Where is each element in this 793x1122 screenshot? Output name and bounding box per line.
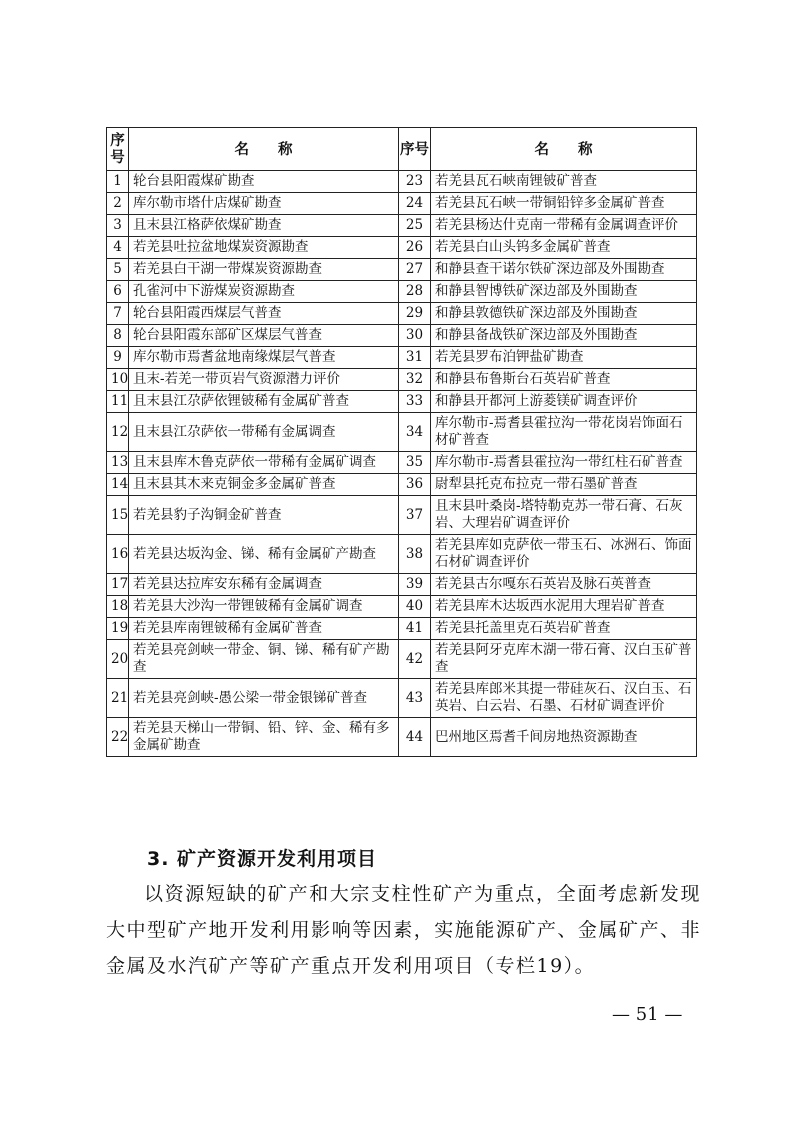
- project-name: 轮台县阳霞西煤层气普查: [129, 303, 399, 325]
- table-row: [107, 171, 697, 193]
- project-name: 若羌县瓦石峡南锂铍矿普查: [431, 171, 697, 193]
- row-number: 8: [107, 325, 129, 347]
- project-name: 且末县江格萨依煤矿勘查: [129, 215, 399, 237]
- project-name: 和静县备战铁矿深边部及外围勘查: [431, 325, 697, 347]
- row-number: 43: [399, 679, 431, 718]
- table-row: [107, 596, 697, 618]
- project-name: 和静县开都河上游菱镁矿调查评价: [431, 391, 697, 413]
- project-name: 且末县江尕萨依一带稀有金属调查: [129, 413, 399, 452]
- row-number: 38: [399, 535, 431, 574]
- table-row: [107, 679, 697, 718]
- project-name: 轮台县阳霞煤矿勘查: [129, 171, 399, 193]
- table-row: [107, 259, 697, 281]
- row-number: 7: [107, 303, 129, 325]
- row-number: 34: [399, 413, 431, 452]
- project-name: 若羌县亮剑峡一带金、铜、锑、稀有矿产勘查: [129, 640, 399, 679]
- table-row: [107, 215, 697, 237]
- table-row: [107, 347, 697, 369]
- row-number: 42: [399, 640, 431, 679]
- project-name: 若羌县托盖里克石英岩矿普查: [431, 618, 697, 640]
- table-row: [107, 535, 697, 574]
- row-number: 6: [107, 281, 129, 303]
- row-number: 44: [399, 718, 431, 757]
- table-row: [107, 574, 697, 596]
- row-number: 28: [399, 281, 431, 303]
- table-row: [107, 452, 697, 474]
- project-name: 若羌县库南锂铍稀有金属矿普查: [129, 618, 399, 640]
- row-number: 13: [107, 452, 129, 474]
- row-number: 10: [107, 369, 129, 391]
- row-number: 16: [107, 535, 129, 574]
- table-row: [107, 413, 697, 452]
- project-name: 若羌县白干湖一带煤炭资源勘查: [129, 259, 399, 281]
- table-row: [107, 281, 697, 303]
- project-name: 若羌县豹子沟铜金矿普查: [129, 496, 399, 535]
- table-row: [107, 496, 697, 535]
- row-number: 12: [107, 413, 129, 452]
- header-seq: 序号: [107, 128, 129, 171]
- row-number: 25: [399, 215, 431, 237]
- row-number: 2: [107, 193, 129, 215]
- row-number: 17: [107, 574, 129, 596]
- row-number: 1: [107, 171, 129, 193]
- project-name: 若羌县瓦石峡一带铜铅锌多金属矿普查: [431, 193, 697, 215]
- project-name: 且末县其木来克铜金多金属矿普查: [129, 474, 399, 496]
- row-number: 32: [399, 369, 431, 391]
- table-row: [107, 237, 697, 259]
- project-name: 和静县智博铁矿深边部及外围勘查: [431, 281, 697, 303]
- table-row: [107, 391, 697, 413]
- row-number: 5: [107, 259, 129, 281]
- row-number: 33: [399, 391, 431, 413]
- row-number: 31: [399, 347, 431, 369]
- row-number: 30: [399, 325, 431, 347]
- project-name: 尉犁县托克布拉克一带石墨矿普查: [431, 474, 697, 496]
- project-name: 若羌县达坂沟金、锑、稀有金属矿产勘查: [129, 535, 399, 574]
- row-number: 41: [399, 618, 431, 640]
- row-number: 21: [107, 679, 129, 718]
- row-number: 23: [399, 171, 431, 193]
- table-row: [107, 640, 697, 679]
- section-title: 3. 矿产资源开发利用项目: [147, 848, 378, 870]
- page-number: — 51 —: [612, 1004, 683, 1025]
- project-name: 且末县江尕萨依锂铍稀有金属矿普查: [129, 391, 399, 413]
- row-number: 37: [399, 496, 431, 535]
- row-number: 18: [107, 596, 129, 618]
- project-name: 若羌县库郎米其提一带硅灰石、汉白玉、石英岩、白云岩、石墨、石材矿调查评价: [431, 679, 697, 718]
- table-row: [107, 618, 697, 640]
- project-name: 若羌县吐拉盆地煤炭资源勘查: [129, 237, 399, 259]
- project-name: 轮台县阳霞东部矿区煤层气普查: [129, 325, 399, 347]
- project-name: 若羌县库木达坂西水泥用大理岩矿普查: [431, 596, 697, 618]
- project-name: 库尔勒市-焉耆县霍拉沟一带红柱石矿普查: [431, 452, 697, 474]
- project-name: 若羌县达拉库安东稀有金属调查: [129, 574, 399, 596]
- project-name: 和静县敦德铁矿深边部及外围勘查: [431, 303, 697, 325]
- table-row: [107, 718, 697, 757]
- table-row: [107, 193, 697, 215]
- row-number: 24: [399, 193, 431, 215]
- table-row: [107, 474, 697, 496]
- header-name-2: 名 称: [431, 128, 697, 171]
- row-number: 40: [399, 596, 431, 618]
- project-name: 和静县查干诺尔铁矿深边部及外围勘查: [431, 259, 697, 281]
- row-number: 29: [399, 303, 431, 325]
- project-name: 库尔勒市-焉耆县霍拉沟一带花岗岩饰面石材矿普查: [431, 413, 697, 452]
- row-number: 15: [107, 496, 129, 535]
- row-number: 3: [107, 215, 129, 237]
- project-name: 若羌县库如克萨依一带玉石、冰洲石、饰面石材矿调查评价: [431, 535, 697, 574]
- project-name: 若羌县亮剑峡-愚公梁一带金银锑矿普查: [129, 679, 399, 718]
- project-name: 若羌县古尔嘎东石英岩及脉石英普查: [431, 574, 697, 596]
- header-name: 名 称: [129, 128, 399, 171]
- table-row: [107, 303, 697, 325]
- table-header-row: [107, 128, 697, 171]
- row-number: 27: [399, 259, 431, 281]
- row-number: 26: [399, 237, 431, 259]
- row-number: 39: [399, 574, 431, 596]
- project-name: 若羌县大沙沟一带锂铍稀有金属矿调查: [129, 596, 399, 618]
- body-paragraph: 以资源短缺的矿产和大宗支柱性矿产为重点，全面考虑新发现大中型矿产地开发利用影响等因素，实施能源矿产、金属矿产、非金属及水汽矿产等矿产重点开发利用项目（专栏19）。: [106, 883, 701, 977]
- project-name: 且末-若羌一带页岩气资源潜力评价: [129, 369, 399, 391]
- project-table: [106, 127, 697, 757]
- project-name: 若羌县白山头钨多金属矿普查: [431, 237, 697, 259]
- row-number: 14: [107, 474, 129, 496]
- project-name: 且末县叶桑岗-塔特勒克苏一带石膏、石灰岩、大理岩矿调查评价: [431, 496, 697, 535]
- table-row: [107, 325, 697, 347]
- project-name: 库尔勒市焉耆盆地南缘煤层气普查: [129, 347, 399, 369]
- project-name: 库尔勒市塔什店煤矿勘查: [129, 193, 399, 215]
- project-name: 若羌县杨达什克南一带稀有金属调查评价: [431, 215, 697, 237]
- row-number: 11: [107, 391, 129, 413]
- row-number: 22: [107, 718, 129, 757]
- row-number: 19: [107, 618, 129, 640]
- row-number: 4: [107, 237, 129, 259]
- table-row: [107, 369, 697, 391]
- row-number: 20: [107, 640, 129, 679]
- project-name: 且末县库木鲁克萨依一带稀有金属矿调查: [129, 452, 399, 474]
- header-seq-2: 序号: [399, 128, 431, 171]
- project-name: 若羌县阿牙克库木湖一带石膏、汉白玉矿普查: [431, 640, 697, 679]
- row-number: 9: [107, 347, 129, 369]
- row-number: 35: [399, 452, 431, 474]
- project-name: 若羌县天梯山一带铜、铅、锌、金、稀有多金属矿勘查: [129, 718, 399, 757]
- project-name: 孔雀河中下游煤炭资源勘查: [129, 281, 399, 303]
- project-name: 若羌县罗布泊钾盐矿勘查: [431, 347, 697, 369]
- project-name: 巴州地区焉耆千间房地热资源勘查: [431, 718, 697, 757]
- project-name: 和静县布鲁斯台石英岩矿普查: [431, 369, 697, 391]
- row-number: 36: [399, 474, 431, 496]
